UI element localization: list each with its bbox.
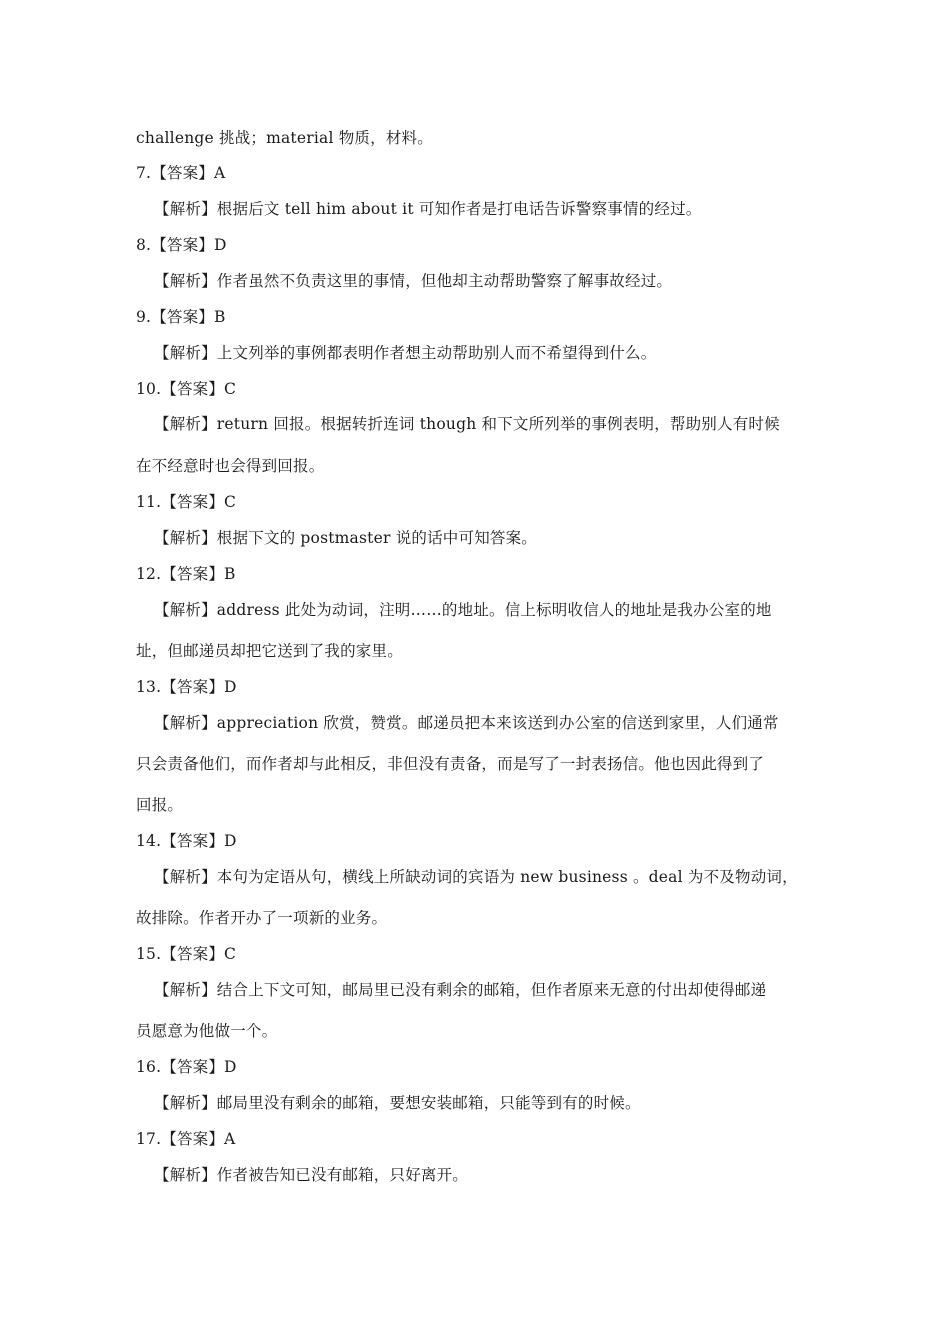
explanation-15-line-1: 【解析】结合上下文可知，邮局里已没有剩余的邮箱，但作者原来无意的付出却使得邮递 xyxy=(154,981,767,999)
explanation-14-line-1: 【解析】本句为定语从句，横线上所缺动词的宾语为 new business 。deal 为不及物动词， xyxy=(154,868,798,886)
answer-9: 9.【答案】B xyxy=(136,308,226,326)
explanation-11: 【解析】根据下文的 postmaster 说的话中可知答案。 xyxy=(154,529,537,547)
answer-11: 11.【答案】C xyxy=(136,493,237,511)
answer-14: 14.【答案】D xyxy=(136,832,237,850)
answer-8: 8.【答案】D xyxy=(136,236,227,254)
explanation-15-line-2: 员愿意为他做一个。 xyxy=(136,1022,278,1040)
explanation-7: 【解析】根据后文 tell him about it 可知作者是打电话告诉警察事情的经过。 xyxy=(154,200,702,218)
explanation-13-line-2: 只会责备他们，而作者却与此相反，非但没有责备，而是写了一封表扬信。他也因此得到了 xyxy=(136,755,765,773)
answer-16: 16.【答案】D xyxy=(136,1058,237,1076)
answer-15: 15.【答案】C xyxy=(136,945,237,963)
explanation-12-line-2: 址，但邮递员却把它送到了我的家里。 xyxy=(136,642,403,660)
explanation-13-line-3: 回报。 xyxy=(136,796,184,814)
explanation-10-line-1: 【解析】return 回报。根据转折连词 though 和下文所列举的事例表明，帮助别人有时候 xyxy=(154,415,780,433)
answer-12: 12.【答案】B xyxy=(136,565,236,583)
explanation-13-line-1: 【解析】appreciation 欣赏，赞赏。邮递员把本来该送到办公室的信送到家里，人们通常 xyxy=(154,714,779,732)
explanation-17: 【解析】作者被告知已没有邮箱，只好离开。 xyxy=(154,1166,469,1184)
explanation-8: 【解析】作者虽然不负责这里的事情，但他却主动帮助警察了解事故经过。 xyxy=(154,272,673,290)
explanation-14-line-2: 故排除。作者开办了一项新的业务。 xyxy=(136,909,388,927)
explanation-10-line-2: 在不经意时也会得到回报。 xyxy=(136,457,325,475)
intro-line: challenge 挑战；material 物质，材料。 xyxy=(136,129,433,147)
answer-17: 17.【答案】A xyxy=(136,1130,236,1148)
explanation-16: 【解析】邮局里没有剩余的邮箱，要想安装邮箱，只能等到有的时候。 xyxy=(154,1094,641,1112)
explanation-9: 【解析】上文列举的事例都表明作者想主动帮助别人而不希望得到什么。 xyxy=(154,344,657,362)
answer-7: 7.【答案】A xyxy=(136,164,226,182)
explanation-12-line-1: 【解析】address 此处为动词，注明……的地址。信上标明收信人的地址是我办公室的地 xyxy=(154,601,772,619)
answer-13: 13.【答案】D xyxy=(136,678,237,696)
answer-10: 10.【答案】C xyxy=(136,380,237,398)
